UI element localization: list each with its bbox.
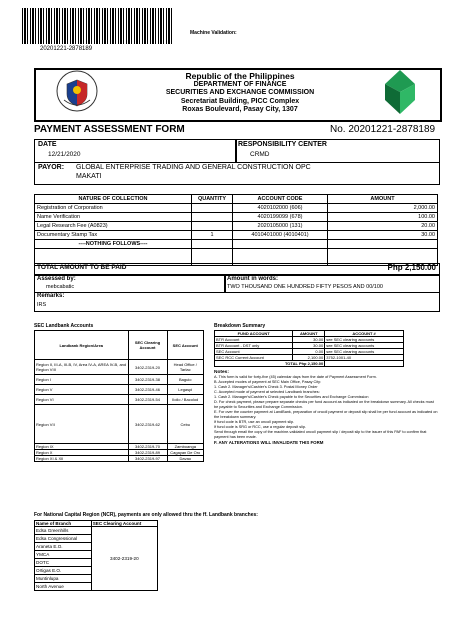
branch-cell: Ortigas E.O. <box>35 567 92 575</box>
amount-cell: 100.00 <box>328 213 438 222</box>
col-quantity: QUANTITY <box>192 195 233 204</box>
empty-cell <box>328 240 438 249</box>
quantity-cell <box>192 222 233 231</box>
account-code-cell: 2020105000 (131) <box>233 222 328 231</box>
clearing-cell: 3402-2319-97 <box>128 456 167 462</box>
clearing-cell: 3402-2319-54 <box>128 395 167 405</box>
remarks-label: Remarks: <box>37 293 65 299</box>
barcode-number: 20201221-2878189 <box>40 46 93 52</box>
header-line-4: Secretariat Building, PICC Complex <box>180 97 300 105</box>
col-amount: AMOUNT <box>293 331 325 337</box>
clearing-cell: 3402-2319-62 <box>128 405 167 444</box>
sec-account-cell: Davao <box>167 456 203 462</box>
agency-header <box>140 72 340 115</box>
note-item: E. For over the counter payment at LandBank, preparation of oncoll payment or deposit slip shall be per fund account as indicated on the breakdown summary. <box>214 410 438 419</box>
sec-account-cell: Cebu <box>167 405 203 444</box>
amount-cell: 0.00 <box>293 349 325 355</box>
table-row <box>35 395 204 405</box>
region-cell: Region X <box>35 450 129 456</box>
ncr-branch-table <box>34 520 158 591</box>
table-row <box>35 375 204 385</box>
fund-cell: BTR Account <box>215 337 293 343</box>
ncr-account-cell: 3402-2319-20 <box>91 527 157 591</box>
sec-account-cell: Legaspi <box>167 385 203 395</box>
note-item: B. Accepted modes of payment at SEC Main Office, Pasay City: <box>214 380 322 384</box>
sec-account-cell: Iloilo / Bacolod <box>167 395 203 405</box>
col-sec-account: SEC Account <box>167 331 203 360</box>
note-item: If fund code is BTR, use an oncoll payment slip. <box>214 420 295 424</box>
nature-cell: Legal Research Fee (A0823) <box>35 222 192 231</box>
words-value: TWO THOUSAND ONE HUNDRED FIFTY PESOS AND 00/100 <box>227 284 383 290</box>
account-code-cell: 4020199099 (678) <box>233 213 328 222</box>
note-item: F. ANY ALTERATIONS WILL INVALIDATE THIS FORM <box>214 440 324 445</box>
region-cell: Region II, III-A, III-B, IV, Area IV-A, AREA IV-B, and Region VIII <box>35 360 129 375</box>
header-line-2: DEPARTMENT OF FINANCE <box>193 80 287 88</box>
payor-location: MAKATI <box>76 173 102 180</box>
amount-cell: 20.00 <box>328 222 438 231</box>
empty-cell <box>325 361 404 367</box>
note-item: C. Accepted mode of payment at selected Landbank branches: <box>214 390 320 394</box>
philippine-seal-icon <box>56 70 98 112</box>
table-row <box>35 222 438 231</box>
region-cell: Region XI & XII <box>35 456 129 462</box>
date-value: 12/21/2020 <box>48 151 81 158</box>
table-row <box>35 360 204 375</box>
branch-cell: Araneta E.O. <box>35 543 92 551</box>
assessed-label: Assessed by: <box>37 276 76 282</box>
region-cell: Region VII <box>35 405 129 444</box>
fund-cell: SEC Account <box>215 349 293 355</box>
form-title: PAYMENT ASSESSMENT FORM <box>34 124 185 135</box>
account-cell: 3752-1001-40 <box>325 355 404 361</box>
table-row <box>35 456 204 462</box>
note-item: 1. Cash 2. Manager's/Cashier's Check 3. Postal Money Order <box>214 385 318 389</box>
account-code-cell: 4010401000 (4010401) <box>233 231 328 240</box>
branch-cell: North Avenue <box>35 583 92 591</box>
branch-cell: Edsa Greenhills <box>35 527 92 535</box>
notes-title: Notes: <box>214 370 229 375</box>
machine-validation-label: Machine Validation: <box>190 30 237 36</box>
total-amount: Php 2,150.00 <box>387 263 436 272</box>
table-row <box>35 405 204 444</box>
fund-cell: BTR Account - DST only <box>215 343 293 349</box>
note-item: 1. Cash 2. Manager's/Cashier's Check payable to the Securities and Exchange Commission <box>214 395 369 399</box>
breakdown-table <box>214 330 404 367</box>
barcode-icon <box>22 8 172 44</box>
sec-account-cell: Zamboanga <box>167 444 203 450</box>
col-amount: AMOUNT <box>328 195 438 204</box>
col-clearing: SEC Clearing Account <box>128 331 167 360</box>
breakdown-title: Breakdown Summary <box>214 323 266 329</box>
col-account-number: ACCOUNT # <box>325 331 404 337</box>
region-cell: Region V <box>35 385 129 395</box>
quantity-cell: 1 <box>192 231 233 240</box>
col-branch-name: Name of Branch <box>35 521 92 527</box>
clearing-cell: 3402-2319-70 <box>128 444 167 450</box>
form-number: No. 20201221-2878189 <box>330 124 436 135</box>
empty-cell <box>192 240 233 249</box>
note-item: D. For check payment, please prepare separate checks per fund account as indicated on the breakdown summary. All checks must be payable to Securities and Exchange Commission. <box>214 400 434 409</box>
col-account-code: ACCOUNT CODE <box>233 195 328 204</box>
account-cell: see SEC clearing accounts <box>325 337 404 343</box>
table-row <box>35 527 158 535</box>
amount-cell: 2,000.00 <box>328 204 438 213</box>
account-code-cell: 4020102000 (606) <box>233 204 328 213</box>
sec-logo-icon <box>385 70 415 114</box>
header-line-3: SECURITIES AND EXCHANGE COMMISSION <box>165 89 315 96</box>
branch-cell: DOTC <box>35 559 92 567</box>
notes-section <box>214 370 438 445</box>
empty-cell <box>233 240 328 249</box>
amount-cell: 30.00 <box>328 231 438 240</box>
clearing-cell: 3402-2319-46 <box>128 385 167 395</box>
sec-account-cell: Cagayan De Oro <box>167 450 203 456</box>
landbank-table <box>34 330 204 462</box>
col-region: Landbank Region/Area <box>35 331 129 360</box>
total-label: TOTAL AMOUNT TO BE PAID <box>37 264 127 271</box>
ncr-title: For National Capital Region (NCR), payments are only allowed thru the ff. Landbank branches: <box>34 512 258 518</box>
remarks-box <box>34 292 440 312</box>
amount-cell: 2,100.00 <box>293 355 325 361</box>
region-cell: Region I <box>35 375 129 385</box>
col-nature: NATURE OF COLLECTION <box>35 195 192 204</box>
clearing-cell: 3402-2319-38 <box>128 375 167 385</box>
col-clearing-account: SEC Clearing Account <box>91 521 157 527</box>
sec-account-cell: Head Office / Tarlac <box>167 360 203 375</box>
branch-cell: YMCA <box>35 551 92 559</box>
branch-cell: Edsa Congressional <box>35 535 92 543</box>
rc-value: CRMD <box>250 151 270 158</box>
date-label: DATE <box>38 141 57 148</box>
table-row <box>215 361 404 367</box>
amount-cell: 30.00 <box>293 343 325 349</box>
account-cell: see SEC clearing accounts <box>325 343 404 349</box>
landbank-title: SEC Landbank Accounts <box>34 323 94 329</box>
account-cell: see SEC clearing accounts <box>325 349 404 355</box>
sec-account-cell: Baguio <box>167 375 203 385</box>
header-line-5: Roxas Boulevard, Pasay City, 1307 <box>182 106 298 113</box>
nothing-follows: ----NOTHING FOLLOWS---- <box>35 240 192 249</box>
assessed-value: mebcabatic <box>46 284 75 290</box>
table-row <box>35 213 438 222</box>
quantity-cell <box>192 204 233 213</box>
nature-cell: Name Verification <box>35 213 192 222</box>
breakdown-total: TOTAL Php 2,150.00 <box>215 361 325 367</box>
table-row <box>35 231 438 240</box>
note-item: If fund code is SRG or RCC, use a regular deposit slip. <box>214 425 307 429</box>
payor-label: PAYOR: <box>38 164 65 171</box>
table-row <box>35 240 438 249</box>
quantity-cell <box>192 213 233 222</box>
collection-table <box>34 194 438 266</box>
note-item: Send through email the copy of the machine-validated oncoll payment slip / deposit slip to the issuer of this PAF to confirm that payment has been made. <box>214 430 427 439</box>
words-label: Amount in words: <box>227 276 278 282</box>
region-cell: Region VI <box>35 395 129 405</box>
clearing-cell: 3402-2319-20 <box>128 360 167 375</box>
region-cell: Region IX <box>35 444 129 450</box>
nature-cell: Registration of Corporation <box>35 204 192 213</box>
fund-cell: SEC RCC Current Account <box>215 355 293 361</box>
remarks-value: IRS <box>37 302 47 308</box>
table-row <box>35 385 204 395</box>
rc-label: RESPONSIBILITY CENTER <box>238 141 327 148</box>
col-fund-account: FUND ACCOUNT <box>215 331 293 337</box>
note-item: A. This form is valid for forty-five (45) calendar days from the date of Payment Assessment Form. <box>214 375 377 379</box>
nature-cell: Documentary Stamp Tax <box>35 231 192 240</box>
branch-cell: Muntinlupa <box>35 575 92 583</box>
header-line-1: Republic of the Philippines <box>185 71 295 81</box>
payor-name: GLOBAL ENTERPRISE TRADING AND GENERAL CONSTRUCTION OPC <box>76 164 311 171</box>
table-row <box>35 204 438 213</box>
amount-cell: 30.00 <box>293 337 325 343</box>
clearing-cell: 3402-2319-89 <box>128 450 167 456</box>
